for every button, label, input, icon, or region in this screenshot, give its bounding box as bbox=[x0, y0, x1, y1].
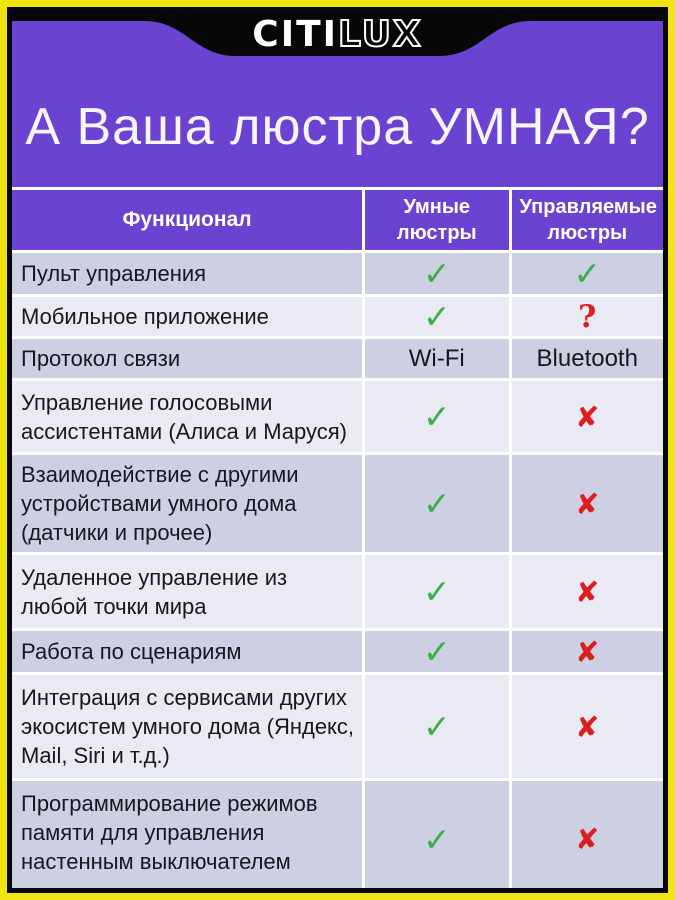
citilux-logo bbox=[12, 12, 663, 57]
check-icon: ✓ bbox=[364, 554, 510, 630]
check-icon: ✓ bbox=[364, 296, 510, 338]
column-header-smart: Умные люстры bbox=[364, 189, 510, 252]
check-icon: ✓ bbox=[364, 252, 510, 296]
feature-label: Протокол связи bbox=[12, 338, 364, 380]
cross-icon: ✘ bbox=[510, 554, 663, 630]
check-icon: ✓ bbox=[364, 630, 510, 674]
feature-label: Интеграция с сервисами других экосистем умного дома (Яндекс, Mail, Siri и т.д.) bbox=[12, 674, 364, 780]
feature-label: Пульт управления bbox=[12, 252, 364, 296]
table-row bbox=[12, 630, 663, 674]
column-header-managed: Управляемые люстры bbox=[510, 189, 663, 252]
table-row bbox=[12, 380, 663, 454]
cross-icon: ✘ bbox=[510, 780, 663, 888]
logo-lux-text: LUX bbox=[338, 14, 423, 55]
feature-label: Мобильное приложение bbox=[12, 296, 364, 338]
title-block bbox=[12, 58, 663, 187]
column-header-feature: Функционал bbox=[12, 189, 364, 252]
feature-label: Работа по сценариям bbox=[12, 630, 364, 674]
cross-icon: ✘ bbox=[510, 380, 663, 454]
protocol-value: Wi-Fi bbox=[364, 338, 510, 380]
check-icon: ✓ bbox=[364, 674, 510, 780]
feature-label: Программирование режимов памяти для управления настенным выключателем bbox=[12, 780, 364, 888]
cross-icon: ✘ bbox=[510, 674, 663, 780]
poster-black-border bbox=[7, 7, 668, 893]
poster-content bbox=[12, 12, 663, 888]
check-icon: ✓ bbox=[364, 380, 510, 454]
table-header-row bbox=[12, 189, 663, 252]
table-row bbox=[12, 674, 663, 780]
table-body bbox=[12, 252, 663, 889]
feature-label: Взаимодействие с другими устройствами умного дома (датчики и прочее) bbox=[12, 454, 364, 554]
table-row bbox=[12, 554, 663, 630]
logo-citi-text: CITI bbox=[252, 14, 339, 55]
feature-label: Управление голосовыми ассистентами (Алиса и Маруся) bbox=[12, 380, 364, 454]
question-icon: ? bbox=[510, 296, 663, 338]
page-title: А Ваша люстра УМНАЯ? bbox=[25, 97, 650, 156]
cross-icon: ✘ bbox=[510, 630, 663, 674]
comparison-table bbox=[12, 187, 663, 888]
table-row bbox=[12, 296, 663, 338]
protocol-value: Bluetooth bbox=[510, 338, 663, 380]
brand-banner bbox=[12, 12, 663, 58]
check-icon: ✓ bbox=[510, 252, 663, 296]
cross-icon: ✘ bbox=[510, 454, 663, 554]
feature-label: Удаленное управление из любой точки мира bbox=[12, 554, 364, 630]
check-icon: ✓ bbox=[364, 454, 510, 554]
check-icon: ✓ bbox=[364, 780, 510, 888]
table-row bbox=[12, 252, 663, 296]
table-row bbox=[12, 454, 663, 554]
table-row bbox=[12, 338, 663, 380]
table-row bbox=[12, 780, 663, 888]
